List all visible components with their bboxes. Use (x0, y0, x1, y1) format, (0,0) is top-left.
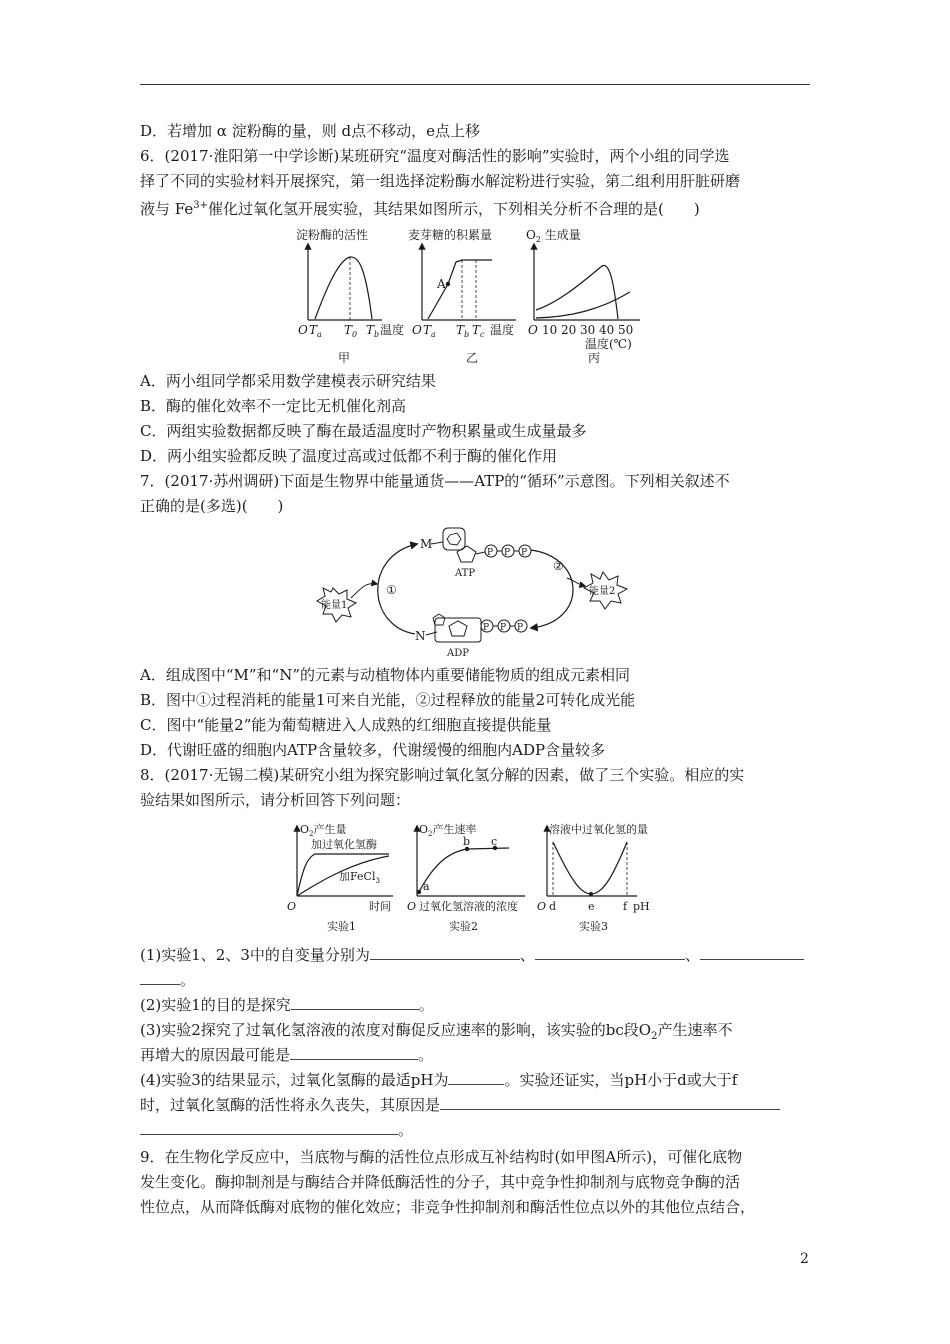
atp-base-frame (443, 528, 465, 550)
exp3-curve (553, 842, 627, 894)
bing-tick-10: 10 (542, 323, 558, 337)
q8-blank-3a[interactable] (700, 945, 804, 960)
header-rule (140, 84, 810, 85)
yi-tc: $T_c$ (472, 323, 485, 339)
atp-adenine-shape (447, 533, 461, 545)
adp-phosphate-1-label: P (483, 623, 490, 633)
yi-caption: 乙 (466, 351, 479, 365)
q7-option-c: C．图中“能量2”能为葡萄糖进入人成熟的红细胞直接提供能量 (140, 716, 552, 734)
q6-option-c: C．两组实验数据都反映了酶在最适温度时产物积累量或生成量最多 (140, 422, 587, 440)
graph-exp1 (287, 822, 393, 933)
exp3-caption: 实验3 (579, 920, 608, 933)
exp3-d-label: d (549, 900, 557, 913)
q6-option-b: B．酶的催化效率不一定比无机催化剂高 (140, 397, 407, 415)
q9-line1: 9．在生物化学反应中，当底物与酶的活性位点形成互补结构时(如甲图A所示)，可催化底物 (140, 1148, 743, 1166)
exp2-point-a-label: a (423, 880, 430, 893)
jia-t0: $T_0$ (344, 323, 358, 339)
exp1-curve1-label: 加过氧化氢酶 (311, 838, 377, 851)
atp-phosphate-1-label: P (487, 548, 494, 558)
exp1-curve2-label: 加FeCl$_3$ (339, 870, 380, 885)
exp2-rate-curve (419, 848, 509, 892)
q8-sub4-line2: 时，过氧化氢酶的活性将永久丧失，其原因是 (140, 1095, 780, 1115)
yi-point-a (446, 282, 450, 286)
q8-sub3-line1: (3)实验2探究了过氧化氢溶液的浓度对酶促反应速率的影响，该实验的bc段$O_2$产生速率不 (140, 1021, 733, 1042)
q6-option-a: A．两小组同学都采用数学建模表示研究结果 (140, 372, 436, 390)
q7-stem-line1: 7．(2017·苏州调研)下面是生物界中能量通货——ATP的“循环”示意图。下列相关叙述不 (140, 472, 730, 490)
energy-2-label: 能量2 (589, 586, 616, 597)
jia-tb: $T_b$ (366, 323, 380, 339)
q6-stem-line1: 6．(2017·淮阳第一中学诊断)某班研究“温度对酶活性的影响”实验时，两个小组的同学选 (140, 147, 730, 165)
atp-ribose-shape (457, 546, 476, 562)
q8-sub1: (1)实验1、2、3中的自变量分别为 、 、 (140, 945, 804, 965)
exp3-point-e (589, 892, 593, 896)
yi-ylabel: 麦芽糖的积累量 (408, 228, 493, 242)
bing-ylabel: $O_2$ 生成量 (526, 228, 581, 244)
q8-sub4-line1: (4)实验3的结果显示，过氧化氢酶的最适pH为 。实验还证实，当pH小于d或大于f (140, 1071, 738, 1089)
jia-ylabel: 淀粉酶的活性 (296, 228, 369, 242)
q7-stem-line2: 正确的是(多选)( ) (140, 497, 284, 515)
q8-blank-5[interactable] (290, 1045, 418, 1060)
m-label: M (420, 537, 433, 551)
jia-caption: 甲 (338, 351, 351, 365)
q7-option-a: A．组成图中“M”和“N”的元素与动植物体内重要储能物质的组成元素相同 (140, 666, 630, 684)
q8-sub1-cont: 。 (140, 970, 195, 990)
atp-molecule (420, 528, 531, 579)
graph-yi (408, 227, 516, 365)
exp1-origin: O (287, 900, 297, 913)
bing-caption: 丙 (588, 351, 601, 365)
graph-exp3 (537, 822, 650, 933)
q8-sub2: (2)实验1的目的是探究 。 (140, 996, 434, 1014)
q8-blank-6[interactable] (448, 1070, 504, 1085)
atp-phosphate-3-label: P (521, 548, 528, 558)
yi-xlabel: 温度 (490, 323, 515, 337)
bing-enzyme-curve (536, 266, 618, 319)
exp2-ylabel: $O_2$产生速率 (419, 823, 477, 838)
exp1-xlabel: 时间 (369, 900, 391, 913)
adp-molecule (415, 614, 527, 659)
q9-line3: 性位点，从而降低酶对底物的催化效应；非竞争性抑制剂和酶活性位点以外的其他位点结合， (140, 1198, 756, 1216)
q8-blank-7b[interactable] (140, 1120, 398, 1135)
yi-tb: $T_b$ (456, 323, 470, 339)
exp3-e-label: e (588, 900, 595, 913)
q6-stem-line2: 择了不同的实验材料开展探究，第一组选择淀粉酶水解淀粉进行实验，第二组利用肝脏研磨 (140, 172, 741, 190)
q8-blank-3b[interactable] (140, 970, 180, 985)
yi-ta: $T_a$ (423, 323, 436, 339)
exp3-ylabel: 溶液中过氧化氢的量 (549, 823, 648, 836)
process-2-arrow (531, 550, 573, 628)
exp3-xlabel: pH (633, 900, 650, 913)
adp-ribose-shape (449, 621, 467, 636)
q8-blank-2[interactable] (535, 945, 685, 960)
exp2-point-a (417, 890, 421, 894)
page-number: 2 (800, 1251, 809, 1267)
q7-option-d: D．代谢旺盛的细胞内ATP含量较多，代谢缓慢的细胞内ADP含量较多 (140, 741, 606, 759)
q6-figure (280, 222, 680, 372)
yi-origin: O (412, 323, 422, 337)
process-1-label: ① (386, 583, 397, 597)
q8-blank-7a[interactable] (440, 1095, 780, 1110)
atp-phosphate-2-label: P (504, 548, 511, 558)
adp-label: ADP (447, 648, 469, 659)
bing-tick-50: 50 (618, 323, 634, 337)
q7-atp-cycle-figure (305, 522, 645, 662)
q8-figure (285, 818, 665, 938)
energy-1-label: 能量1 (321, 600, 348, 611)
exp2-point-b-label: b (463, 835, 471, 848)
adp-phosphate-2-label: P (500, 623, 507, 633)
atp-label: ATP (455, 568, 476, 579)
q8-blank-4[interactable] (291, 995, 419, 1010)
bing-tick-origin: O (528, 323, 538, 337)
exp3-f-label: f (623, 900, 628, 913)
bing-tick-30: 30 (580, 323, 596, 337)
jia-origin: O (298, 323, 308, 337)
q8-blank-1[interactable] (370, 945, 520, 960)
q7-option-b: B．图中①过程消耗的能量1可来自光能，②过程释放的能量2可转化成光能 (140, 691, 636, 709)
jia-ta: $T_a$ (309, 323, 322, 339)
yi-point-a-label: A (437, 277, 446, 291)
q8-stem-line2: 验结果如图所示，请分析回答下列问题： (140, 791, 411, 809)
process-1-arrow (378, 544, 417, 634)
jia-activity-curve (315, 257, 372, 319)
energy-1-arrow (351, 584, 377, 598)
q6-option-d: D．两小组实验都反映了温度过高或过低都不利于酶的催化作用 (140, 447, 558, 465)
process-2-label: ② (553, 559, 564, 573)
exp1-ylabel: $O_2$产生量 (300, 823, 347, 838)
exp3-origin: O (537, 900, 547, 913)
free-phosphate-label: P (517, 623, 524, 633)
q6-stem-line3: 液与 $Fe^{3+}$催化过氧化氢开展实验，其结果如图所示，下列相关分析不合理的是( ) (140, 200, 700, 218)
graph-exp2 (407, 822, 525, 933)
graph-bing (526, 227, 640, 365)
jia-xlabel: 温度 (380, 323, 405, 337)
exp2-point-c-label: c (491, 835, 498, 848)
q8-sub4-cont: 。 (140, 1120, 413, 1140)
graph-jia (296, 227, 404, 365)
bing-xlabel: 温度(℃) (585, 337, 632, 351)
adp-base-frame (435, 618, 481, 642)
n-label: N (415, 629, 426, 643)
exp2-origin: O (407, 900, 417, 913)
exp2-caption: 实验2 (449, 920, 478, 933)
q5-option-d: D．若增加 α 淀粉酶的量，则 d点不移动，e点上移 (140, 122, 480, 140)
q8-stem-line1: 8．(2017·无锡二模)某研究小组为探究影响过氧化氢分解的因素，做了三个实验。相应的实 (140, 766, 745, 784)
exp2-xlabel: 过氧化氢溶液的浓度 (419, 900, 518, 913)
q9-line2: 发生变化。酶抑制剂是与酶结合并降低酶活性的分子，其中竞争性抑制剂与底物竞争酶的活 (140, 1173, 741, 1191)
bing-tick-20: 20 (561, 323, 577, 337)
energy-2-arrow (567, 578, 585, 586)
q8-sub3-line2: 再增大的原因最可能是 。 (140, 1046, 434, 1064)
exp1-caption: 实验1 (327, 920, 356, 933)
bing-tick-40: 40 (599, 323, 615, 337)
